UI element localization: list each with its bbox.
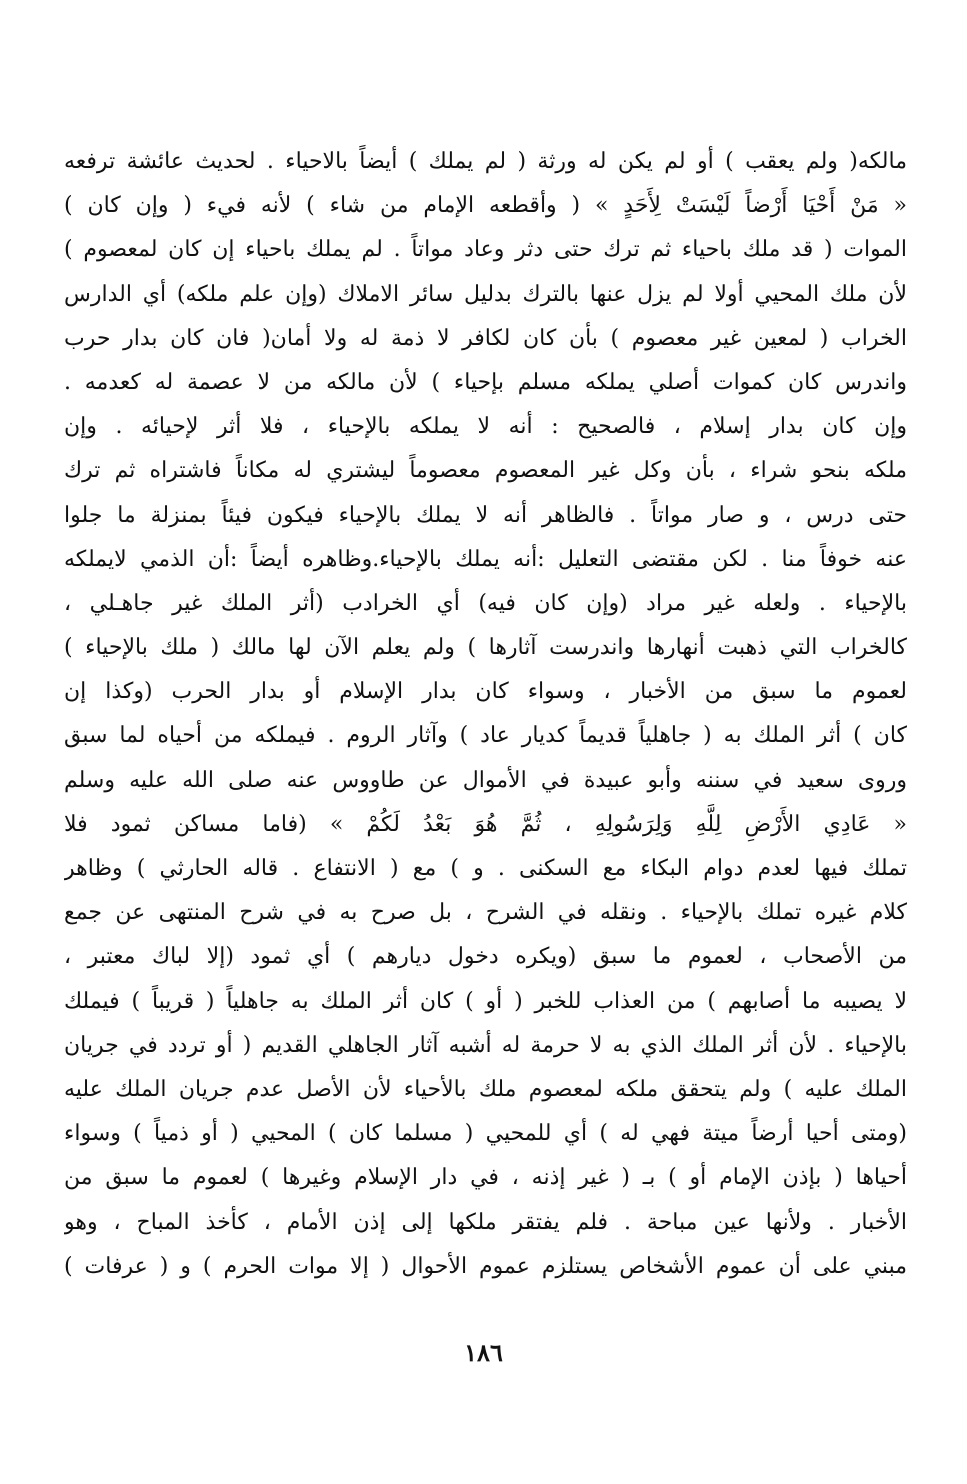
text-line: واندرس كان كموات أصلي يملكه مسلم بإحياء ) لأن مالكه من لا عصمة له كعدمه . (64, 369, 907, 395)
text-line: كالخراب التي ذهبت أنهارها واندرست آثارها ) ولم يعلم الآن لها مالك ( ملك بالإحياء ) (64, 635, 907, 661)
text-line: لعموم ما سبق من الأخبار ، وسواء كان بدار الإسلام أو بدار الحرب (وكذا إن (64, 679, 907, 705)
text-line: « مَنْ أَحْيَا أَرْضاً لَيْسَتْ لِأَحَدٍ » ( وأقطعه الإمام من شاء ) لأنه فيء ( وإن كان ) (64, 193, 907, 219)
text-line: ملكه بنحو شراء ، بأن وكل غير المعصوم معصوماً ليشتري له مكاناً فاشتراه ثم ترك (64, 458, 907, 484)
text-line: وإن كان بدار إسلام ، فالصحيح : أنه لا يملكه بالإحياء ، فلا أثر لإحيائه . وإن (64, 414, 907, 440)
text-line: تملك فيها لعدم دوام البكاء مع السكنى . و ) مع ( الانتفاع . قاله الحارثي ) وظاهر (64, 856, 907, 881)
text-line: الموات ( قد ملك باحياء ثم ترك حتى دثر وعاد مواتاً . لم يملك باحياء إن كان لمعصوم ) (64, 237, 907, 263)
text-line: لأن ملك المحيي أولا لم يزل عنها بالترك بدليل سائر الاملاك (وإن علم ملكه) أي الدارس (64, 281, 907, 307)
text-line: وروى سعيد في سننه وأبو عبيدة في الأموال عن طاووس عنه صلى الله عليه وسلم (64, 767, 907, 793)
text-line: الأخبار . ولأنها عين مباحة . فلم يفتقر ملكها إلى إذن الأمام ، كأخذ المباح ، وهو (64, 1209, 907, 1235)
text-line: من الأصحاب ، لعموم ما سبق (ويكره دخول ديارهم ) أي ثمود (إلا لباك معتبر ، (64, 944, 907, 970)
text-line: بالإحياء . لأن أثر الملك الذي به لا حرمة له أشبه آثار الجاهلي القديم ( أو تردد في جريان (64, 1032, 907, 1058)
text-line: عنه خوفاً منا . لكن مقتضى التعليل :أنه يملك بالإحياء.وظاهره أيضاً :أن الذمي لايملكه (64, 546, 907, 572)
text-line: « عَادِي الأَرْضِ لِلَّهِ وَلِرَسُولِهِ ، ثُمَّ هُوَ بَعْدُ لَكُمْ » (فاما مساكن ثمود فلا (64, 811, 907, 837)
text-line: كان ) أثر الملك به ( جاهلياً قديماً كديار عاد ) وآثار الروم . فيملكه من أحياه لما سبق (64, 723, 907, 749)
text-line: مبني على أن عموم الأشخاص يستلزم عموم الأحوال ( إلا موات الحرم ) و ( عرفات ) (64, 1253, 907, 1279)
body-text (64, 140, 907, 1289)
text-line: أحياها ( بإذن الإمام أو ) بـ ( غير إذنه ، في دار الإسلام وغيرها ) لعموم ما سبق من (64, 1165, 907, 1191)
text-line: بالإحياء . ولعله غير مراد (وإن كان فيه) أي الخرادب (أثر الملك غير جاهـلي ، (64, 590, 907, 616)
text-line: كلام غيره تملك بالإحياء . ونقله في الشرح ، بل صرح به في شرح المنتهى عن جمع (64, 900, 907, 926)
text-line: لا يصيبه ما أصابهم ) من العذاب للخبر ( أو ) كان أثر الملك به جاهلياً ( قريباً ) فيملك (64, 988, 907, 1014)
text-line: الملك عليه ) ولم يتحقق ملكه لمعصوم ملك بالأحياء لأن الأصل عدم جريان الملك عليه (64, 1076, 907, 1102)
text-line: مالكه( ولم يعقب ) أو لم يكن له ورثة ( لم يملك ) أيضاً بالاحياء . لحديث عائشة ترفعه (64, 149, 907, 174)
text-line: (ومتى أحيا أرضاً ميتة فهي له ) أي للمحيي ( مسلما كان ) المحيي ( أو ذمياً ) وسواء (64, 1121, 907, 1147)
text-line: حتى درس ، و صار مواتاً . فالظاهر أنه لا يملك بالإحياء فيكون فيئاً بمنزلة ما جلوا (64, 502, 907, 528)
page-number: ١٨٦ (464, 1338, 503, 1367)
text-line: الخراب ( لمعين غير معصوم ) بأن كان لكافر لا ذمة له ولا أمان( فان كان بدار حرب (64, 325, 907, 351)
